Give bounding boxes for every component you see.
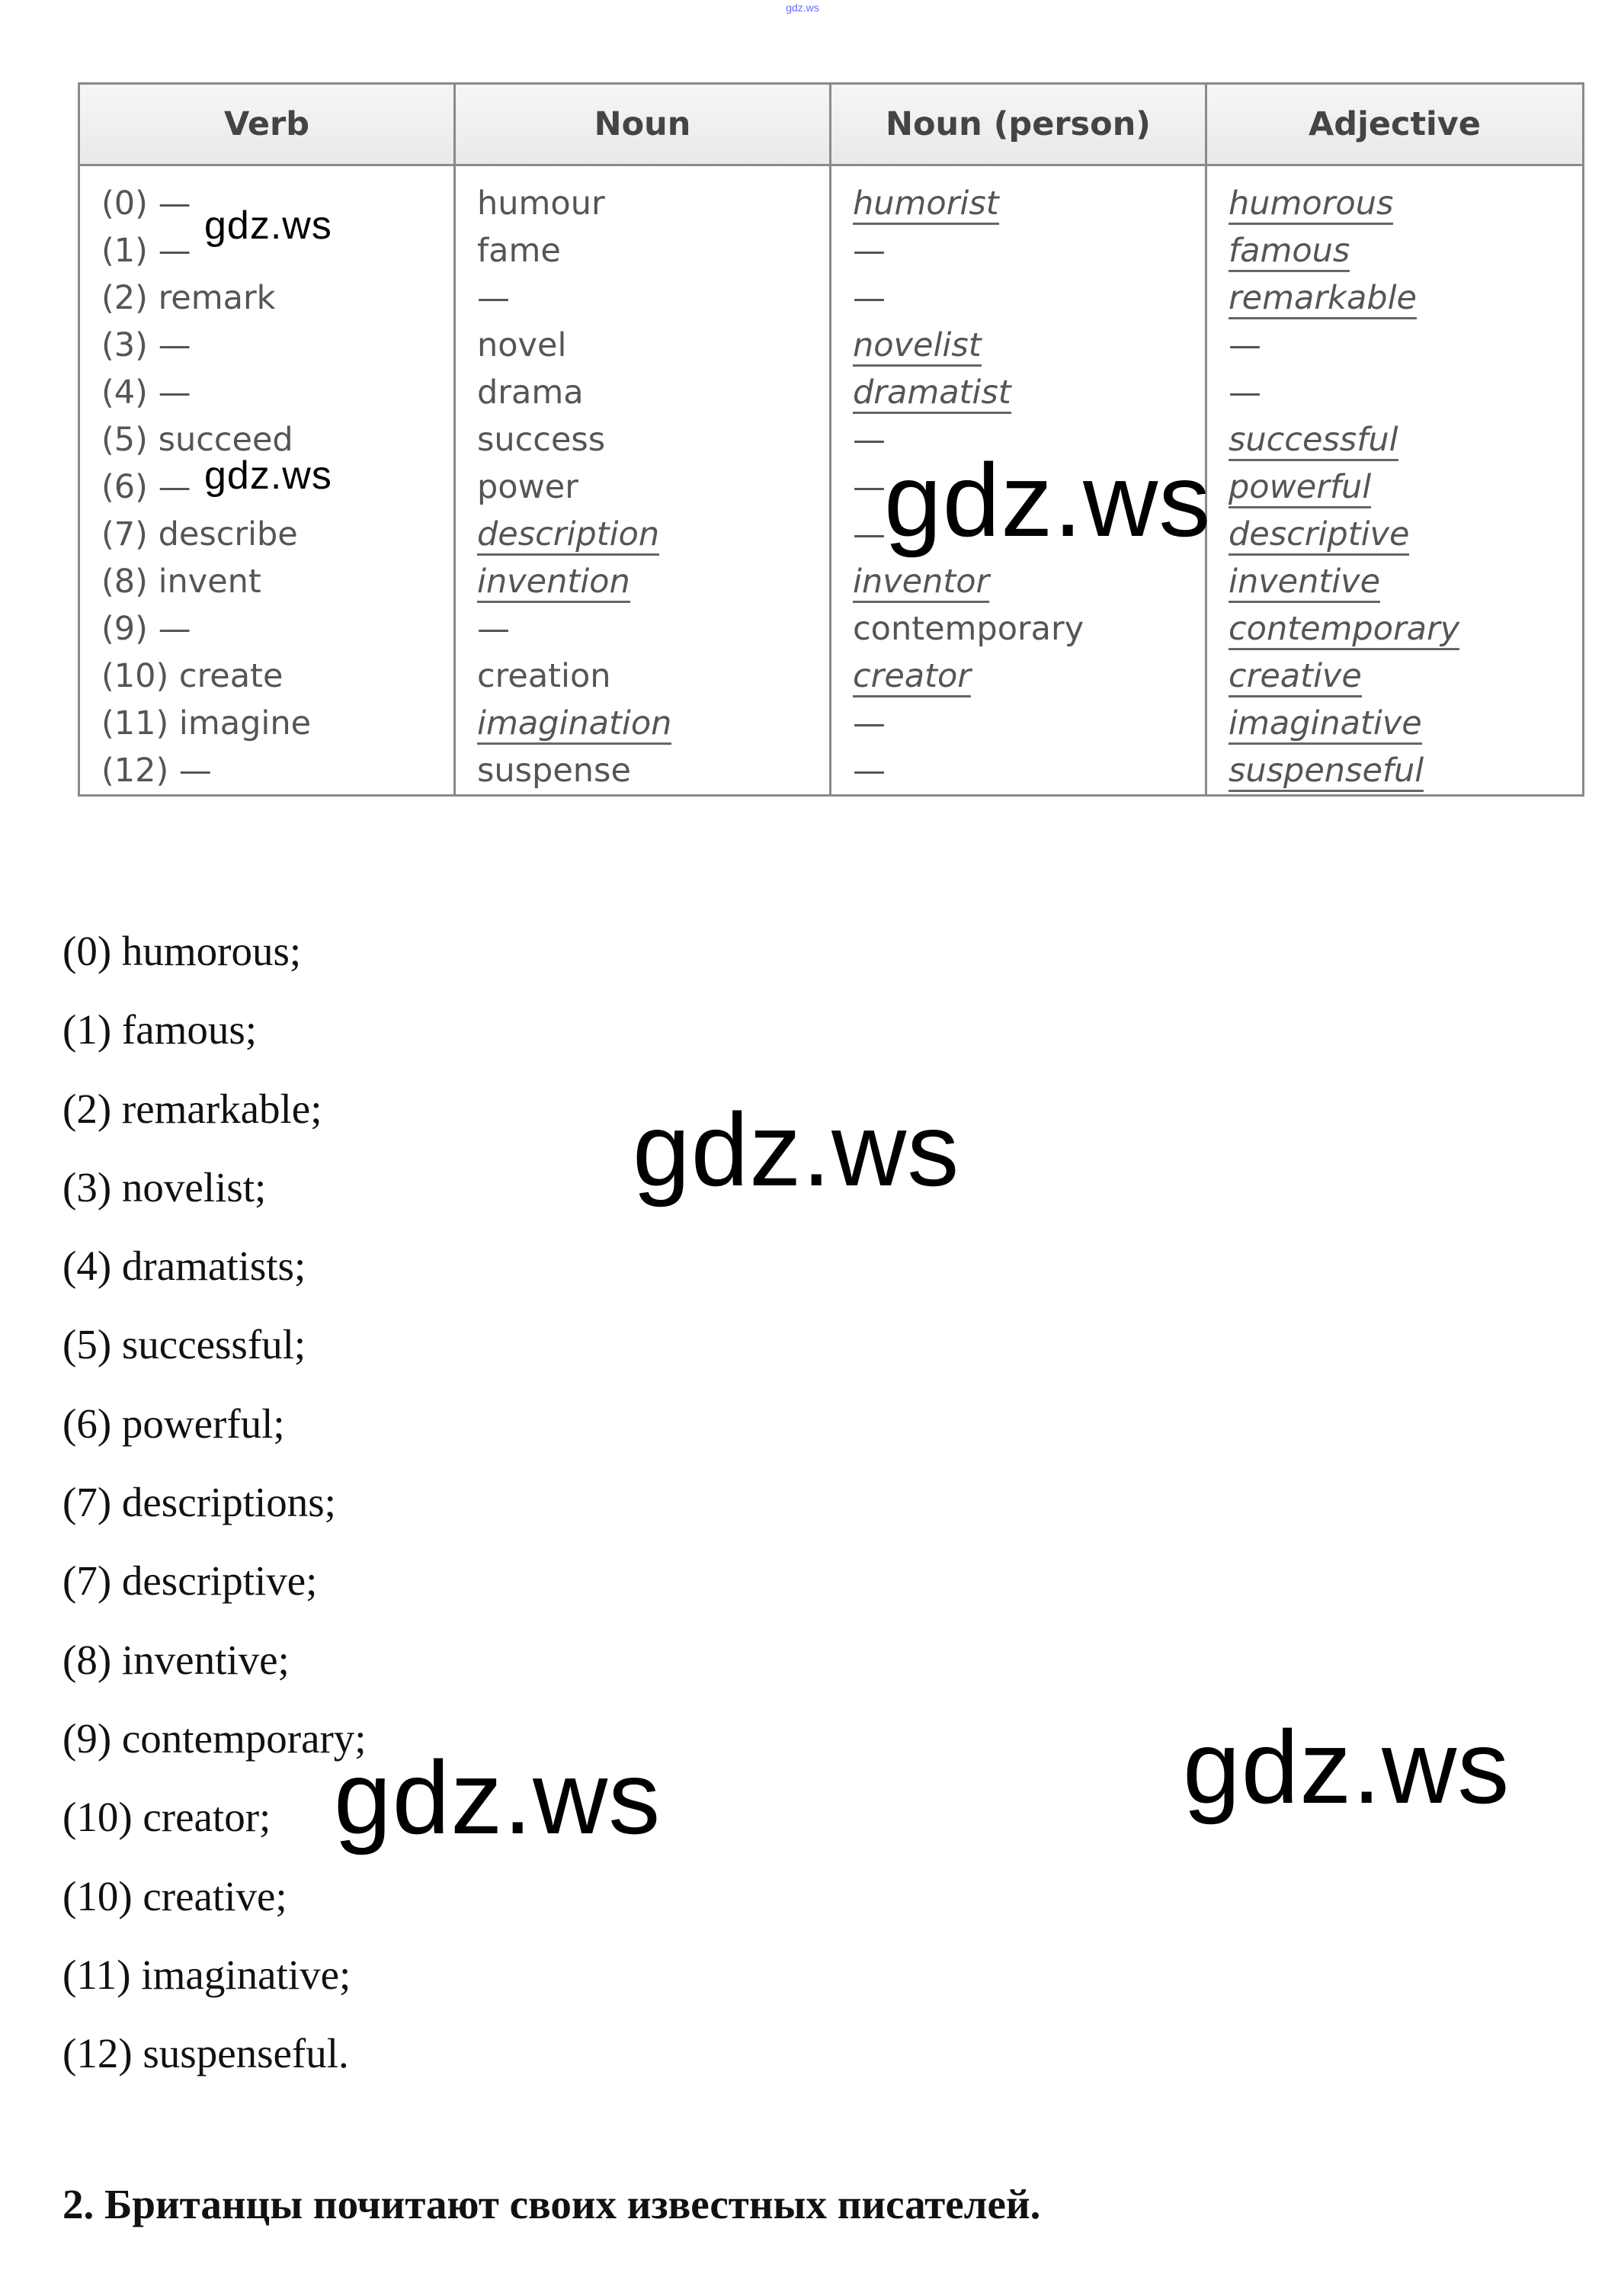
cell-text: (10) create (101, 657, 284, 695)
cell-text: imagination (477, 704, 671, 745)
cell-text: fame (477, 232, 561, 270)
table-cell (853, 369, 1205, 416)
table-cell (477, 180, 829, 227)
header-verb: Verb (79, 84, 455, 165)
table-cell (101, 747, 453, 794)
cell-text: suspenseful (1229, 752, 1424, 792)
cell-text: (5) succeed (101, 421, 293, 459)
table-cell (853, 747, 1205, 794)
answer-item: (3) novelist; (62, 1163, 267, 1211)
table-cell (1229, 322, 1582, 369)
table-cell (853, 605, 1205, 653)
section-heading: 2. Британцы почитают своих известных писателей. (62, 2181, 1041, 2227)
cell-text: descriptive (1229, 515, 1409, 556)
cell-text: suspense (477, 752, 631, 790)
table-cell (853, 322, 1205, 369)
cell-text: (12) — (101, 752, 212, 790)
table-cell (477, 369, 829, 416)
answer-item: (7) descriptions; (62, 1479, 336, 1526)
answer-item: (12) suspenseful. (62, 2030, 349, 2077)
table-cell (101, 369, 453, 416)
answer-item: (0) humorous; (62, 928, 302, 974)
table-cell (1229, 369, 1582, 416)
cell-text: famous (1229, 232, 1350, 272)
cell-text: remarkable (1229, 279, 1417, 319)
answer-list (62, 912, 367, 2092)
table-cell (1229, 416, 1582, 463)
table-cell (853, 227, 1205, 274)
table-cell (101, 700, 453, 747)
table-cell (101, 605, 453, 653)
cell-text: humour (477, 184, 605, 223)
table-cell (101, 653, 453, 700)
table-cell (1229, 558, 1582, 605)
watermark: gdz.ws (204, 454, 332, 498)
header-noun-person: Noun (person) (831, 84, 1206, 165)
cell-text: — (853, 752, 886, 790)
table-cell (477, 463, 829, 511)
cell-text: drama (477, 374, 584, 412)
table-cell (477, 511, 829, 558)
cell-text: (2) remark (101, 279, 276, 317)
table-cell (1229, 180, 1582, 227)
table-cell (477, 558, 829, 605)
answer-item: (10) creator; (62, 1794, 271, 1841)
table-cell (101, 274, 453, 322)
word-formation-table (78, 82, 1584, 797)
cell-text: contemporary (1229, 610, 1459, 650)
table-cell (101, 511, 453, 558)
table-cell (477, 605, 829, 653)
table-cell (477, 274, 829, 322)
cell-text: (4) — (101, 374, 191, 412)
cell-text: imaginative (1229, 704, 1422, 745)
answer-item: (9) contemporary; (62, 1714, 367, 1762)
cell-text: — (477, 610, 510, 648)
site-mark: gdz.ws (786, 2, 819, 14)
cell-text: description (477, 515, 659, 556)
cell-text: invention (477, 563, 630, 603)
cell-text: humorous (1229, 184, 1393, 225)
cell-text: (9) — (101, 610, 191, 648)
cell-text: creator (853, 657, 971, 697)
answer-item: (8) inventive; (62, 1636, 290, 1683)
table-cell (853, 274, 1205, 322)
table-cell (477, 322, 829, 369)
header-adjective: Adjective (1206, 84, 1584, 165)
table-cell (1229, 511, 1582, 558)
table-cell (1229, 463, 1582, 511)
answer-item: (1) famous; (62, 1006, 258, 1053)
table-cell (477, 653, 829, 700)
cell-text: — (853, 279, 886, 317)
cell-text: — (853, 421, 886, 459)
cell-text: power (477, 468, 578, 506)
column-noun (455, 165, 831, 796)
cell-text: powerful (1229, 468, 1371, 508)
table-cell (853, 180, 1205, 227)
table-cell (101, 558, 453, 605)
cell-text: (11) imagine (101, 704, 312, 742)
watermark: gdz.ws (334, 1740, 662, 1855)
cell-text: (8) invent (101, 563, 261, 601)
table-cell (1229, 700, 1582, 747)
column-adjective (1206, 165, 1584, 796)
cell-text: humorist (853, 184, 999, 225)
cell-text: successful (1229, 421, 1398, 461)
table-cell (853, 700, 1205, 747)
cell-text: — (477, 279, 510, 317)
cell-text: creation (477, 657, 611, 695)
table-cell (1229, 605, 1582, 653)
cell-text: — (1229, 326, 1261, 364)
cell-text: success (477, 421, 606, 459)
cell-text: — (853, 468, 886, 506)
cell-text: — (1229, 374, 1261, 412)
table-cell (101, 322, 453, 369)
watermark: gdz.ws (633, 1092, 960, 1207)
cell-text: contemporary (853, 610, 1084, 648)
cell-text: novelist (853, 326, 982, 367)
table-cell (1229, 747, 1582, 794)
table-cell (1229, 227, 1582, 274)
cell-text: creative (1229, 657, 1362, 697)
table-cell (477, 227, 829, 274)
cell-text: — (853, 515, 886, 553)
answer-item: (4) dramatists; (62, 1243, 306, 1290)
header-noun: Noun (455, 84, 831, 165)
table-cell (1229, 653, 1582, 700)
watermark: gdz.ws (204, 204, 332, 248)
table-cell (1229, 274, 1582, 322)
watermark: gdz.ws (884, 442, 1212, 558)
cell-text: novel (477, 326, 567, 364)
cell-text: inventive (1229, 563, 1380, 603)
cell-text: dramatist (853, 374, 1011, 414)
answer-item: (6) powerful; (62, 1400, 285, 1447)
answer-item: (10) creative; (62, 1872, 287, 1919)
cell-text: (3) — (101, 326, 191, 364)
table-cell (853, 558, 1205, 605)
table-cell (853, 653, 1205, 700)
cell-text: — (853, 704, 886, 742)
cell-text: (0) — (101, 184, 191, 223)
answer-item: (2) remarkable; (62, 1085, 322, 1132)
cell-text: (7) describe (101, 515, 298, 553)
cell-text: — (853, 232, 886, 270)
cell-text: inventor (853, 563, 989, 603)
table-cell (477, 747, 829, 794)
table-cell (477, 416, 829, 463)
answer-item: (5) successful; (62, 1321, 306, 1368)
cell-text: (1) — (101, 232, 191, 270)
cell-text: (6) — (101, 468, 191, 506)
watermark: gdz.ws (1183, 1709, 1510, 1825)
table-cell (477, 700, 829, 747)
answer-item: (11) imaginative; (62, 1951, 351, 1998)
answer-item: (7) descriptive; (62, 1557, 318, 1605)
